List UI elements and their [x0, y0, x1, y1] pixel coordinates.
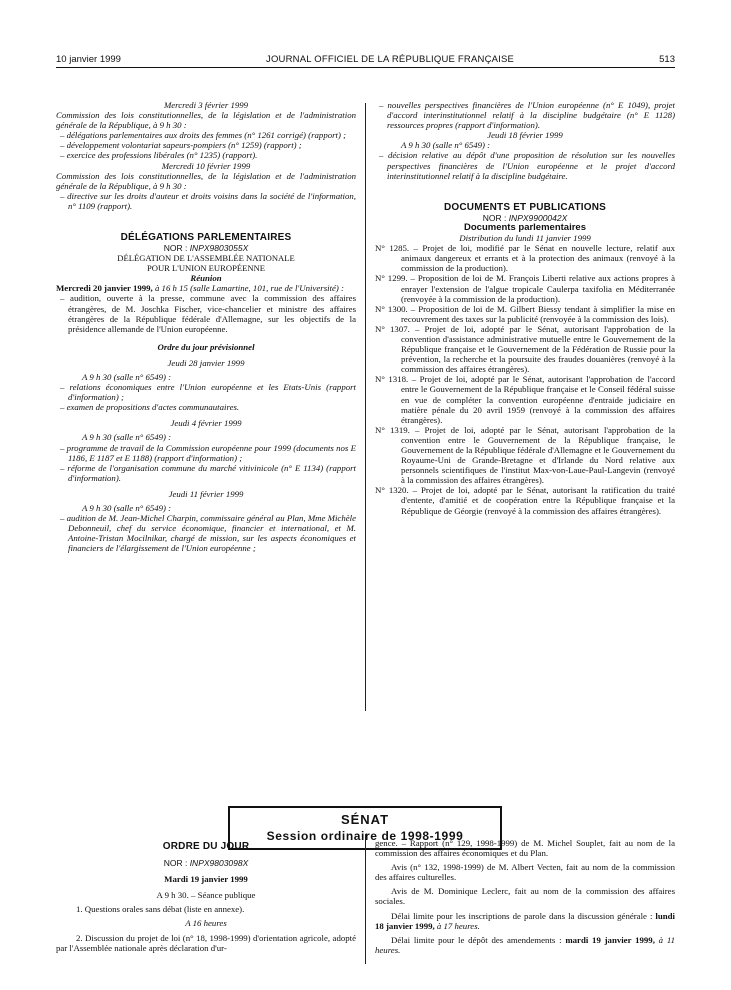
document-entry: N° 1299. – Proposition de loi de M. François Liberti relative aux actions propres à enrayer l'extension de l'algue tropicale Caulerpa taxifolia en Méditerranée (renvoyée à la commission de la production).: [375, 273, 675, 304]
time-line: A 9 h 30 (salle n° 6549) :: [82, 432, 172, 443]
paragraph: gence. – Rapport (n° 129, 1998-1999) de M. Michel Souplet, fait au nom de la commission des affaires économiques et du Plan.: [375, 838, 675, 859]
time-line: A 16 heures: [185, 918, 227, 929]
deadline-time: à 17 heures.: [434, 920, 480, 931]
list-item: – délégations parlementaires aux droits des femmes (n° 1261 corrigé) (rapport) ;: [60, 130, 347, 141]
deadline-date: mardi 19 janvier 1999,: [565, 934, 655, 945]
nor-label: NOR :: [482, 212, 507, 223]
document-entry: N° 1300. – Proposition de loi de M. Gilbert Biessy tendant à simplifier la mise en recouvrement des taxes sur la publicité (renvoyée à la commission des lois).: [375, 303, 675, 324]
commission-line: Commission des lois constitutionnelles, de la législation et de l'administration générale de la République, à 9 h 30 :: [56, 170, 356, 191]
delegation-line-1: DÉLÉGATION DE L'ASSEMBLÉE NATIONALE: [117, 253, 295, 264]
paragraph: Avis (n° 132, 1998-1999) de M. Albert Vecten, fait au nom de la commission des affaires culturelles.: [375, 862, 675, 883]
time-line: A 9 h 30 (salle n° 6549) :: [82, 371, 172, 382]
section-title: DOCUMENTS ET PUBLICATIONS: [443, 201, 607, 213]
deadline-paragraph: [375, 911, 675, 931]
meeting-details: à 16 h 15 (salle Lamartine, 101, rue de l'Université) :: [152, 283, 344, 294]
agenda-heading: Ordre du jour prévisionnel: [157, 341, 255, 352]
session-date: Mardi 19 janvier 1999: [164, 874, 248, 885]
list-item: – nouvelles perspectives financières de l'Union européenne (n° E 1049), projet d'accord interinstitutionnel relatif à la discipline budgétaire (n° E 1128) ressources propres (rapport d'information).: [379, 100, 675, 131]
nor-reference: [56, 243, 356, 253]
header-title: JOURNAL OFFICIEL DE LA RÉPUBLIQUE FRANÇAISE: [266, 53, 515, 65]
header-date: 10 janvier 1999: [56, 53, 121, 65]
list-item: – audition de M. Jean-Michel Charpin, commissaire général au Plan, Mme Michèle Debonneuil, chef du service économique, financier et international, et M. Antoine-Tristan Mocilnikar, chargé de mission, sur les aspects économiques et financiers de l'élargissement de l'Union européenne ;: [60, 513, 356, 554]
commission-line: Commission des lois constitutionnelles, de la législation et de l'administration générale de la République, à 9 h 30 :: [56, 110, 356, 131]
list-item: – développement volontariat sapeurs-pompiers (n° 1259) (rapport) ;: [60, 140, 302, 151]
date-heading: Mercredi 10 février 1999: [161, 160, 251, 171]
nor-label: NOR :: [163, 243, 188, 254]
date-heading: Jeudi 28 janvier 1999: [167, 357, 245, 368]
page-header: [56, 52, 675, 66]
agenda-item: 1. Questions orales sans débat (liste en annexe).: [76, 904, 245, 915]
list-item: – décision relative au dépôt d'une proposition de résolution sur les nouvelles perspectives financières de l'Union européenne et le projet d'accord interinstitutionnel relatif à la discipline budgétaire.: [379, 150, 675, 181]
deadline-text: Délai limite pour le dépôt des amendements :: [391, 934, 566, 945]
bottom-left-column: [56, 842, 356, 953]
bottom-right-column: [375, 838, 675, 955]
list-item: – directive sur les droits d'auteur et droits voisins dans la société de l'information, n° 1109 (rapport).: [60, 190, 356, 211]
nor-code: INPX9900042X: [508, 212, 568, 223]
time-line: A 9 h 30 (salle n° 6549) :: [401, 140, 491, 151]
date-heading: Mercredi 3 février 1999: [163, 100, 249, 110]
list-item: – examen de propositions d'actes communautaires.: [60, 402, 240, 413]
senat-title: SÉNAT: [340, 812, 390, 827]
nor-label: NOR :: [163, 858, 188, 869]
meeting-date: Mercredi 20 janvier 1999,: [56, 283, 153, 294]
deadline-time: à 11 heures.: [375, 934, 675, 955]
document-entry: N° 1285. – Projet de loi, modifié par le Sénat en nouvelle lecture, relatif aux animaux dangereux et errants et à la protection des animaux (renvoyé à la commission de la production).: [375, 243, 675, 274]
left-column: [56, 96, 356, 553]
header-rule: [56, 67, 675, 68]
list-item: – réforme de l'organisation commune du marché vitivinicole (n° E 1134) (rapport d'information).: [60, 462, 356, 483]
document-entry: N° 1307. – Projet de loi, adopté par le Sénat, autorisant l'approbation de la convention d'assistance administrative mutuelle entre le Gouvernement de la République française et le Gouvernement de la Fédération de Russie pour la prévention, la recherche et la poursuite des fraudes douanières (renvoyé à la commission des affaires étrangères).: [375, 323, 675, 375]
deadline-date: lundi 18 janvier 1999,: [375, 910, 675, 931]
date-heading: Jeudi 18 février 1999: [487, 130, 563, 141]
list-item: – audition, ouverte à la presse, commune avec la commission des affaires étrangères, de M. Joschka Fischer, vice-chancelier et ministre des affaires étrangères de la République fédérale d'Allemagne, sur les objectifs de la présidence allemande de l'Union européenne.: [60, 293, 356, 334]
nor-code: INPX9803098X: [189, 858, 249, 869]
date-heading: Jeudi 4 février 1999: [170, 418, 242, 429]
subsection-title: Documents parlementaires: [464, 221, 586, 233]
column-divider: [365, 834, 366, 964]
time-line: A 9 h 30 (salle n° 6549) :: [82, 503, 172, 513]
list-item: – programme de travail de la Commission européenne pour 1999 (documents nos E 1186, E 1187 et E 1188) (rapport d'information) ;: [60, 442, 356, 463]
agenda-item: 2. Discussion du projet de loi (n° 18, 1998-1999) d'orientation agricole, adopté par l'Assemblée nationale après déclaration d'ur-: [56, 932, 356, 953]
section-title: DÉLÉGATIONS PARLEMENTAIRES: [120, 232, 292, 244]
paragraph: Avis de M. Dominique Leclerc, fait au nom de la commission des affaires sociales.: [375, 886, 675, 907]
nor-reference: [56, 858, 356, 868]
document-entry: N° 1320. – Projet de loi, adopté par le Sénat, autorisant la ratification du traité d'entente, d'amitié et de coopération entre la République française et la République de Géorgie (renvoyé à la commission des affaires étrangères).: [375, 485, 675, 516]
header-page-number: 513: [659, 53, 675, 65]
distribution-date: Distribution du lundi 11 janvier 1999: [459, 233, 591, 244]
right-column: [375, 100, 675, 516]
time-line: A 9 h 30. – Séance publique: [156, 890, 256, 901]
list-item: – relations économiques entre l'Union européenne et les Etats-Unis (rapport d'information) ;: [60, 382, 356, 403]
session-title: Session ordinaire de 1998-1999: [266, 829, 464, 843]
meeting-paragraph: [56, 283, 356, 293]
document-entry: N° 1319. – Projet de loi, adopté par le Sénat, autorisant l'approbation de la convention entre le Gouvernement de la République française, le Gouvernement de la République fédérale d'Allemagne et le Gouvernement du Royaume-Uni de Grande-Bretagne et d'Irlande du Nord relative aux personnels scientifiques de l'institut Max-von-Laue-Paul-Langevin (renvoyé à la commission des affaires étrangères).: [375, 424, 675, 486]
date-heading: Jeudi 11 février 1999: [168, 488, 244, 499]
section-title: ORDRE DU JOUR: [162, 841, 250, 852]
deadline-paragraph: [375, 935, 675, 955]
deadline-text: Délai limite pour les inscriptions de parole dans la discussion générale :: [391, 910, 656, 921]
meeting-heading: Réunion: [190, 273, 222, 284]
document-entry: N° 1318. – Projet de loi, adopté par le Sénat, autorisant l'approbation de l'accord entre le Gouvernement de la République française et le Conseil fédéral suisse en vue de compléter la convention européenne d'entraide judiciaire en matière pénale du 20 avril 1959 (renvoyé à la commission des affaires étrangères).: [375, 374, 675, 425]
column-divider: [365, 103, 366, 711]
list-item: – exercice des professions libérales (n° 1235) (rapport).: [60, 150, 258, 161]
delegation-line-2: POUR L'UNION EUROPÉENNE: [146, 263, 266, 274]
delegation-name: [56, 253, 356, 273]
nor-code: INPX9803055X: [189, 243, 249, 254]
